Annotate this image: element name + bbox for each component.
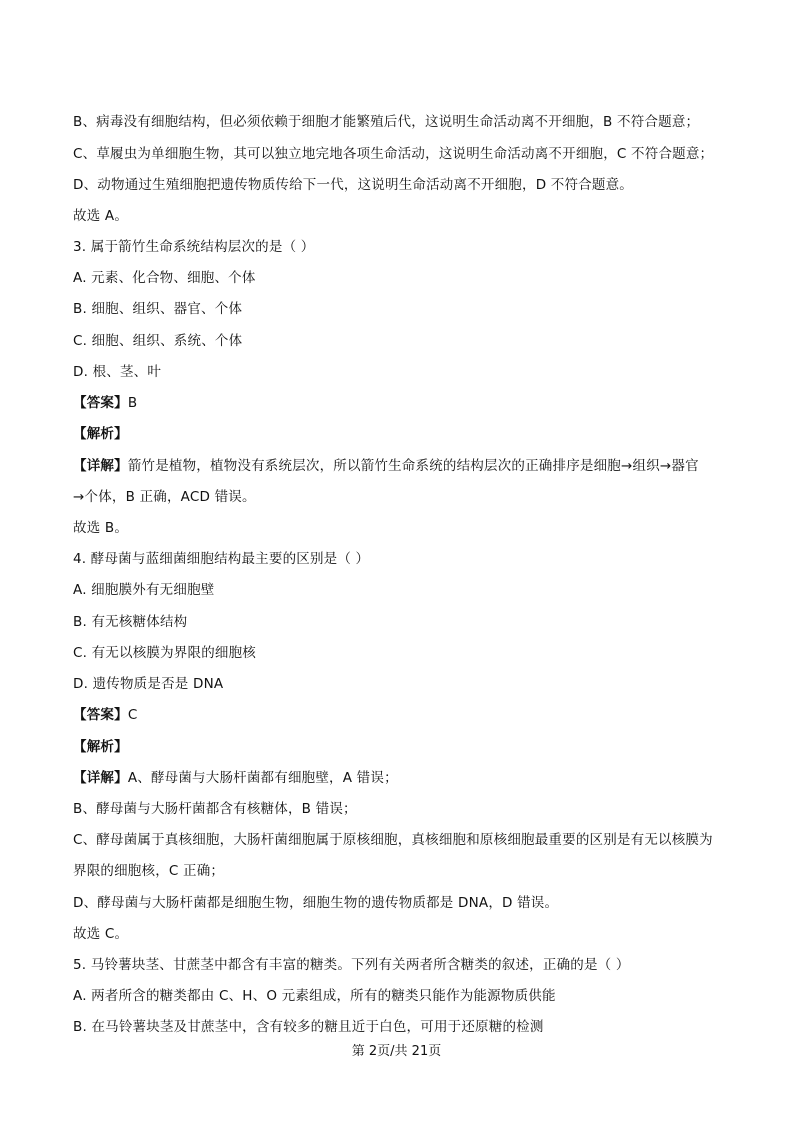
question-3-stem: 3. 属于箭竹生命系统结构层次的是（ ）	[73, 239, 315, 255]
explanation-line-b: B、病毒没有细胞结构，但必须依赖于细胞才能繁殖后代，这说明生命活动离不开细胞，B 不符合题意；	[73, 114, 700, 130]
question-3-option-b: B. 细胞、组织、器官、个体	[73, 301, 243, 317]
question-4-option-c: C. 有无以核膜为界限的细胞核	[73, 645, 257, 661]
question-5-option-a: A. 两者所含的糖类都由 C、H、O 元素组成，所有的糖类只能作为能源物质供能	[73, 988, 556, 1004]
question-4-option-b: B. 有无核糖体结构	[73, 614, 188, 630]
question-3-option-a: A. 元素、化合物、细胞、个体	[73, 270, 256, 286]
detail-tag: 【详解】	[73, 770, 128, 786]
question-4-detail-line-d: D、酵母菌与大肠杆菌都是细胞生物，细胞生物的遗传物质都是 DNA，D 错误。	[73, 895, 559, 911]
question-3-conclusion: 故选 B。	[73, 520, 129, 536]
question-3-option-d: D. 根、茎、叶	[73, 364, 162, 380]
explanation-line-c: C、草履虫为单细胞生物，其可以独立地完地各项生命活动，这说明生命活动离不开细胞，C 不符合题意；	[73, 146, 714, 162]
answer-value: B	[127, 395, 138, 411]
question-4-detail-line-a	[73, 768, 733, 788]
question-4-option-a: A. 细胞膜外有无细胞壁	[73, 582, 215, 598]
answer-tag: 【答案】	[73, 707, 128, 723]
question-4-detail-line-c2: 界限的细胞核，C 正确；	[73, 863, 225, 879]
question-4-detail-line-b: B、酵母菌与大肠杆菌都含有核糖体，B 错误；	[73, 801, 357, 817]
explanation-line-d: D、动物通过生殖细胞把遗传物质传给下一代，这说明生命活动离不开细胞，D 不符合题意。	[73, 177, 633, 193]
question-5-stem: 5. 马铃薯块茎、甘蔗茎中都含有丰富的糖类。下列有关两者所含糖类的叙述，正确的是（ ）	[73, 957, 630, 973]
page-number-footer: 第 2页/共 21页	[351, 1044, 442, 1059]
analysis-tag: 【解析】	[73, 426, 128, 442]
question-4-conclusion: 故选 C。	[73, 926, 129, 942]
question-4-answer	[73, 705, 733, 725]
detail-tag: 【详解】	[73, 458, 128, 474]
question-3-option-c: C. 细胞、组织、系统、个体	[73, 333, 243, 349]
question-3-detail-line-2: →个体，B 正确，ACD 错误。	[73, 489, 256, 505]
question-4-stem: 4. 酵母菌与蓝细菌细胞结构最主要的区别是（ ）	[73, 551, 370, 567]
detail-text: 箭竹是植物，植物没有系统层次，所以箭竹生命系统的结构层次的正确排序是细胞→组织→器官	[127, 458, 699, 474]
answer-value: C	[127, 707, 138, 723]
question-3-analysis-heading	[73, 424, 733, 444]
answer-choice-line: 故选 A。	[73, 208, 129, 224]
answer-tag: 【答案】	[73, 395, 128, 411]
question-3-detail-line-1	[73, 456, 733, 476]
analysis-tag: 【解析】	[73, 739, 128, 755]
detail-text: A、酵母菌与大肠杆菌都有细胞壁，A 错误；	[127, 770, 398, 786]
question-3-answer	[73, 393, 733, 413]
question-5-option-b: B. 在马铃薯块茎及甘蔗茎中，含有较多的糖且近于白色，可用于还原糖的检测	[73, 1019, 544, 1035]
question-4-detail-line-c1: C、酵母菌属于真核细胞，大肠杆菌细胞属于原核细胞，真核细胞和原核细胞最重要的区别是有无以核膜为	[73, 832, 713, 848]
question-4-option-d: D. 遗传物质是否是 DNA	[73, 676, 224, 692]
question-4-analysis-heading	[73, 737, 733, 757]
